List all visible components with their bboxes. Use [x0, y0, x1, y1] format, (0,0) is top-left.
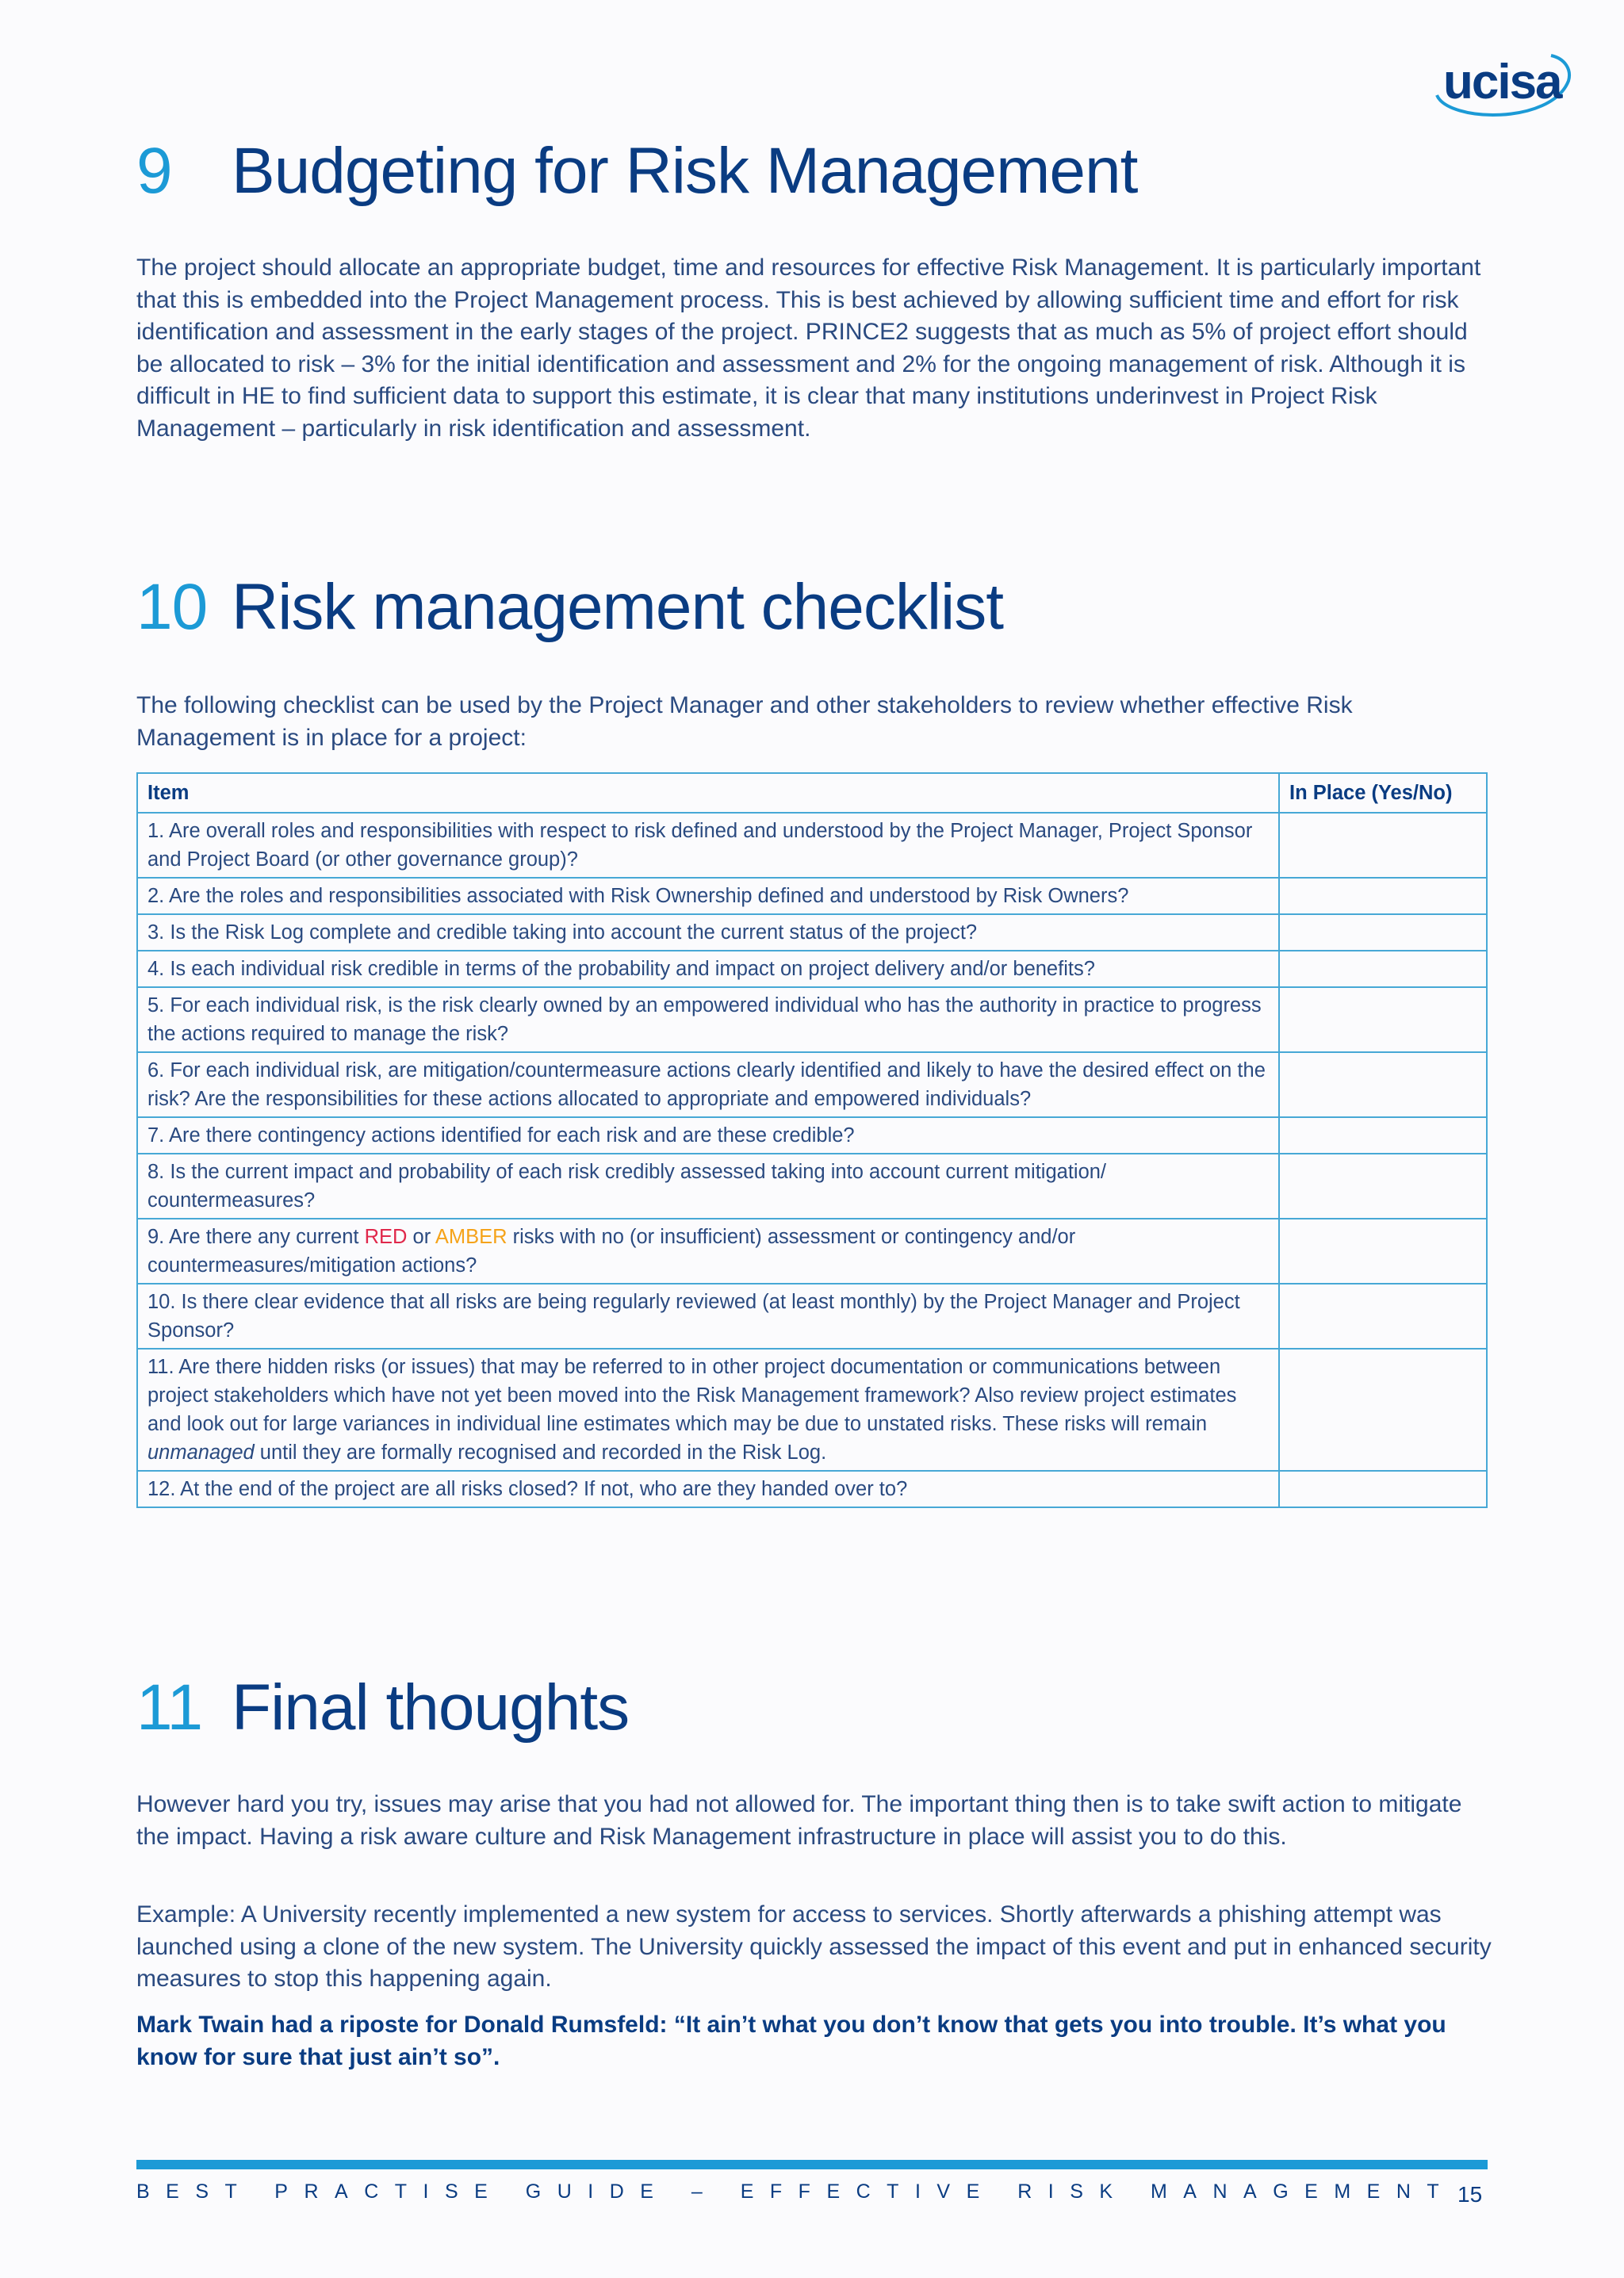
- in-place-cell[interactable]: [1279, 914, 1487, 951]
- section-10-heading: [136, 569, 1003, 645]
- in-place-cell[interactable]: [1279, 1154, 1487, 1219]
- table-row: [137, 914, 1487, 951]
- checklist-item: [137, 1219, 1279, 1284]
- checklist-item: 6. For each individual risk, are mitigation/countermeasure actions clearly identified and likely to have the desired effect on the risk? Are the responsibilities for these actions allocated to appropriate and empowered individuals?: [137, 1052, 1279, 1117]
- section-9-heading: [136, 133, 1137, 209]
- table-row: [137, 1284, 1487, 1349]
- column-header-item: Item: [137, 773, 1279, 813]
- in-place-cell[interactable]: [1279, 1349, 1487, 1471]
- column-header-in-place: In Place (Yes/No): [1279, 773, 1487, 813]
- section-number: 9: [136, 135, 172, 207]
- red-status-label: RED: [364, 1226, 408, 1248]
- table-row: [137, 987, 1487, 1052]
- table-row: [137, 951, 1487, 987]
- checklist-item: 8. Is the current impact and probability of each risk credibly assessed taking into account current mitigation/ countermeasures?: [137, 1154, 1279, 1219]
- in-place-cell[interactable]: [1279, 1471, 1487, 1507]
- in-place-cell[interactable]: [1279, 813, 1487, 878]
- checklist-item: 1. Are overall roles and responsibilities with respect to risk defined and understood by the Project Manager, Project Sponsor and Project Board (or other governance group)?: [137, 813, 1279, 878]
- item-text: or: [407, 1226, 435, 1248]
- in-place-cell[interactable]: [1279, 1052, 1487, 1117]
- checklist-item: 10. Is there clear evidence that all risks are being regularly reviewed (at least monthly) by the Project Manager and Project Sponsor?: [137, 1284, 1279, 1349]
- table-row: [137, 813, 1487, 878]
- page-number: 15: [1457, 2182, 1483, 2207]
- section-11-heading: [136, 1670, 629, 1746]
- checklist-item: 12. At the end of the project are all risks closed? If not, who are they handed over to?: [137, 1471, 1279, 1507]
- table-row: [137, 1117, 1487, 1154]
- table-header-row: [137, 773, 1487, 813]
- table-row: [137, 1154, 1487, 1219]
- in-place-cell[interactable]: [1279, 878, 1487, 914]
- section-9-paragraph: The project should allocate an appropriate budget, time and resources for effective Risk Management. It is particularly important that this is embedded into the Project Management process. This is best achieved by allowing sufficient time and effort for risk identification and assessment in the early stages of the project. PRINCE2 suggests that as much as 5% of project effort should be allocated to risk – 3% for the initial identification and assessment and 2% for the ongoing management of risk. Although it is difficult in HE to find sufficient data to support this estimate, it is clear that many institutions underinvest in Project Risk Management – particularly in risk identification and assessment.: [136, 255, 1481, 442]
- footer-rule: [136, 2160, 1488, 2169]
- logo-text: ucisa: [1443, 55, 1561, 109]
- checklist-item: 3. Is the Risk Log complete and credible taking into account the current status of the project?: [137, 914, 1279, 951]
- item-text: 11. Are there hidden risks (or issues) that may be referred to in other project documentation or communications between project stakeholders which have not yet been moved into the Risk Management framework? Also review project estimates and look out for large variances in individual line estimates which may be due to unstated risks. These risks will remain: [147, 1356, 1237, 1435]
- table-row: [137, 1471, 1487, 1507]
- item-text: until they are formally recognised and recorded in the Risk Log.: [254, 1441, 827, 1464]
- checklist-item: 7. Are there contingency actions identified for each risk and are these credible?: [137, 1117, 1279, 1154]
- in-place-cell[interactable]: [1279, 1284, 1487, 1349]
- section-11-paragraph: However hard you try, issues may arise that you had not allowed for. The important thing then is to take swift action to mitigate the impact. Having a risk aware culture and Risk Management infrastructure in place will assist you to do this.: [136, 1791, 1462, 1850]
- checklist-item: 2. Are the roles and responsibilities associated with Risk Ownership defined and understood by Risk Owners?: [137, 878, 1279, 914]
- table-row: [137, 1349, 1487, 1471]
- item-text: 9. Are there any current: [147, 1226, 365, 1248]
- checklist-item: 4. Is each individual risk credible in terms of the probability and impact on project delivery and/or benefits?: [137, 951, 1279, 987]
- section-10-intro: The following checklist can be used by the Project Manager and other stakeholders to review whether effective Risk Management is in place for a project:: [136, 692, 1353, 751]
- in-place-cell[interactable]: [1279, 987, 1487, 1052]
- amber-status-label: AMBER: [435, 1226, 508, 1248]
- section-title: Budgeting for Risk Management: [232, 135, 1138, 207]
- ucisa-logo: [1432, 49, 1573, 125]
- section-11-example: Example: A University recently implemented a new system for access to services. Shortly afterwards a phishing attempt was launched using a clone of the new system. The University quickly assessed the impact of this event and put in enhanced security measures to stop this happening again.: [136, 1901, 1492, 1992]
- section-number: 11: [136, 1671, 203, 1744]
- closing-quote: Mark Twain had a riposte for Donald Rumsfeld: “It ain’t what you don’t know that gets you into trouble. It’s what you know for sure that just ain’t so”.: [136, 2012, 1446, 2070]
- footer-title: BEST PRACTISE GUIDE – EFFECTIVE RISK MANAGEMENT: [136, 2180, 1456, 2203]
- checklist-item: [137, 1349, 1279, 1471]
- table-row: [137, 1219, 1487, 1284]
- section-title: Final thoughts: [232, 1671, 630, 1744]
- in-place-cell[interactable]: [1279, 951, 1487, 987]
- risk-checklist-table: [136, 772, 1488, 1508]
- table-row: [137, 878, 1487, 914]
- section-number: 10: [136, 571, 208, 643]
- table-row: [137, 1052, 1487, 1117]
- emphasis-text: unmanaged: [147, 1441, 255, 1464]
- checklist-item: 5. For each individual risk, is the risk clearly owned by an empowered individual who has the authority in practice to progress the actions required to manage the risk?: [137, 987, 1279, 1052]
- in-place-cell[interactable]: [1279, 1219, 1487, 1284]
- section-title: Risk management checklist: [232, 571, 1004, 643]
- item-text: risks with no (or insufficient) assessment or contingency and/or countermeasures/mitigation actions?: [147, 1226, 1076, 1277]
- in-place-cell[interactable]: [1279, 1117, 1487, 1154]
